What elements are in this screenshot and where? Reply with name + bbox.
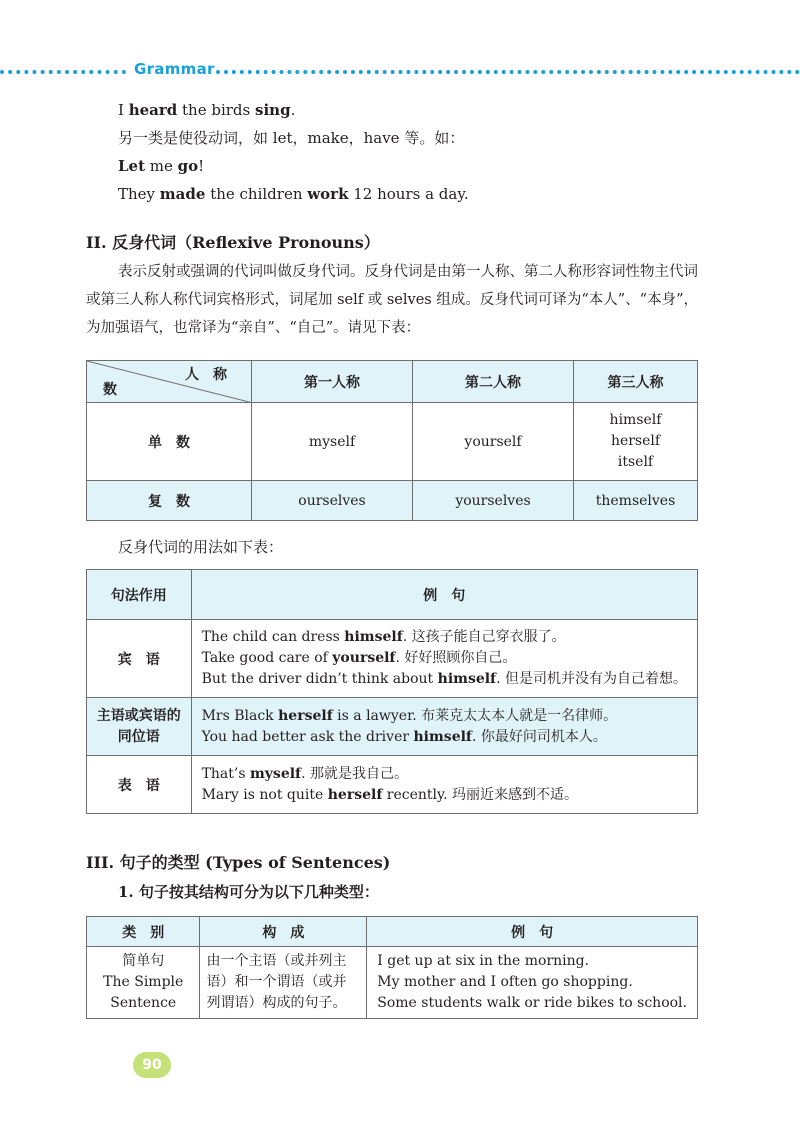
usage-table-header (87, 570, 698, 620)
page-header (0, 58, 800, 82)
pronoun-table-header (87, 361, 698, 403)
singular-first: myself (252, 403, 413, 481)
col-composition: 构 成 (200, 917, 367, 947)
usage-table (86, 569, 698, 814)
sentence-types-subheading: 1. 句子按其结构可分为以下几种类型： (118, 883, 379, 901)
usage-row-object (87, 620, 698, 698)
examples-appositive: Mrs Black herself is a lawyer. 布莱克太太本人就是一名律师。 You had better ask the driver himself. 你最好问司机本人。 (191, 698, 697, 756)
example-line-3: They made the children work 12 hours a day. (118, 185, 469, 203)
sentence-table-header (87, 917, 698, 947)
category-simple-sentence: 简单句 The Simple Sentence (87, 947, 200, 1019)
singular-label: 单 数 (87, 403, 252, 481)
role-object: 宾 语 (87, 620, 192, 698)
usage-intro: 反身代词的用法如下表： (118, 538, 284, 556)
section-heading-sentences: III. 句子的类型 (Types of Sentences) (86, 853, 391, 872)
usage-row-predicative (87, 756, 698, 814)
singular-third: himself herself itself (574, 403, 698, 481)
usage-row-appositive (87, 698, 698, 756)
simple-sentence-row (87, 947, 698, 1019)
pronoun-table (86, 360, 698, 521)
col-first-person: 第一人称 (252, 361, 413, 403)
plural-label: 复 数 (87, 481, 252, 521)
sentence-table (86, 916, 698, 1019)
examples-simple-sentence: I get up at six in the morning. My mother and I often go shopping. Some students walk or ride bikes to school. (367, 947, 698, 1019)
reflexive-paragraph: 表示反射或强调的代词叫做反身代词。反身代词是由第一人称、第二人称形容词性物主代词或第三人称人称代词宾格形式，词尾加 self 或 selves 组成。反身代词可译为“本人”、“本身”，为加强语气，也常译为“亲自”、“自己”。请见下表： (86, 264, 698, 336)
section-heading-reflexive: II. 反身代词（Reflexive Pronouns） (86, 233, 380, 252)
causative-intro: 另一类是使役动词，如 let，make，have 等。如： (118, 129, 465, 147)
corner-cell: 人 称 数 (87, 361, 252, 403)
col-second-person: 第二人称 (413, 361, 574, 403)
plural-third: themselves (574, 481, 698, 521)
plural-row (87, 481, 698, 521)
header-dots-right (216, 70, 800, 74)
header-title: Grammar (134, 60, 215, 78)
examples-object: The child can dress himself. 这孩子能自己穿衣服了。 Take good care of yourself. 好好照顾你自己。 But the driver didn’t think about himself. 但是司机并没有为自己着想。 (191, 620, 697, 698)
col-third-person: 第三人称 (574, 361, 698, 403)
example-line-2: Let me go! (118, 157, 205, 175)
singular-second: yourself (413, 403, 574, 481)
example-line-1: I heard the birds sing. (118, 101, 296, 119)
role-appositive: 主语或宾语的 同位语 (87, 698, 192, 756)
header-dots-left (0, 70, 126, 74)
plural-first: ourselves (252, 481, 413, 521)
col-example: 例 句 (191, 570, 697, 620)
page-number-badge: 90 (133, 1052, 171, 1078)
singular-row (87, 403, 698, 481)
role-predicative: 表 语 (87, 756, 192, 814)
col-sentence-example: 例 句 (367, 917, 698, 947)
plural-second: yourselves (413, 481, 574, 521)
page-content (86, 96, 698, 1019)
examples-predicative: That’s myself. 那就是我自己。 Mary is not quite herself recently. 玛丽近来感到不适。 (191, 756, 697, 814)
col-syntax-role: 句法作用 (87, 570, 192, 620)
composition-simple-sentence: 由一个主语（或并列主 语）和一个谓语（或并 列谓语）构成的句子。 (200, 947, 367, 1019)
col-category: 类 别 (87, 917, 200, 947)
